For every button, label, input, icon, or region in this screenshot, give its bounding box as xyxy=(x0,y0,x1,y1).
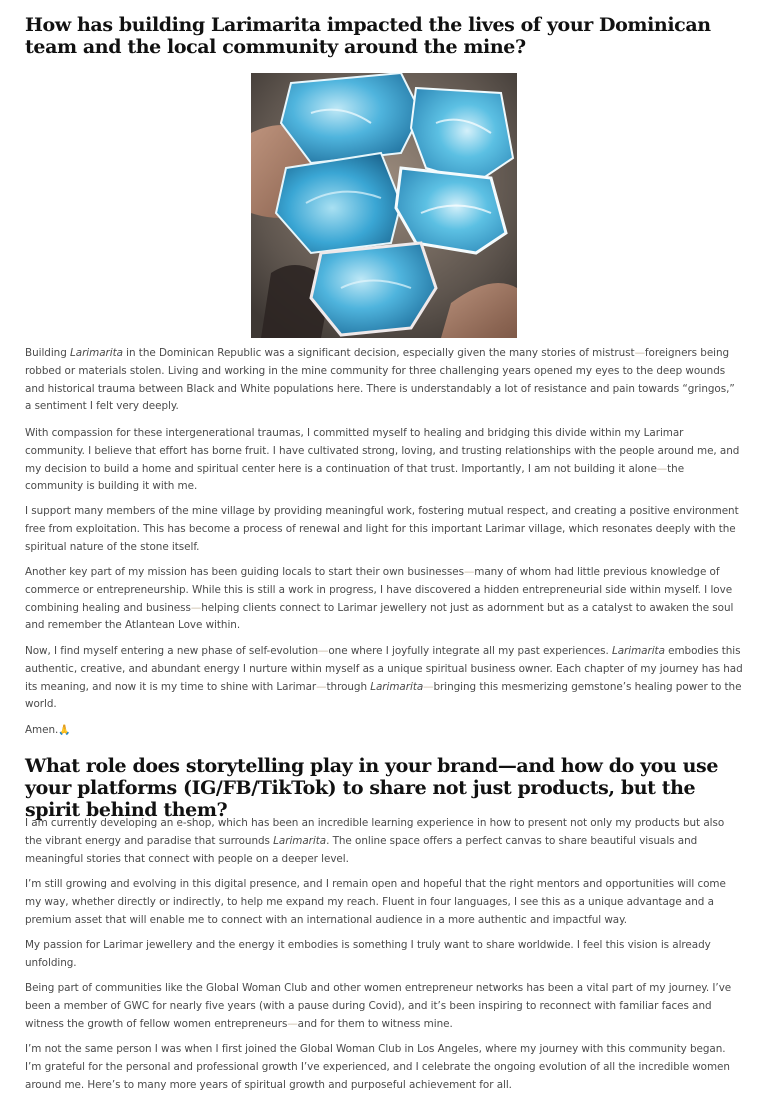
section-heading-storytelling: What role does storytelling play in your brand—and how do you use your platforms (IG/FB/TikTok) to share not just products, but the spirit behind them? xyxy=(25,755,719,821)
larimar-photo xyxy=(251,73,517,338)
paragraph: Being part of communities like the Global Woman Club and other women entrepreneur networks has been a vital part of my journey. I’ve been a member of GWC for nearly five years (with a pause during Covid), and it’s been inspiring to reconnect with familiar faces and witness the growth of fellow women entrepreneurs—and for them to witness mine. xyxy=(25,982,732,1030)
paragraph: I’m not the same person I was when I first joined the Global Woman Club in Los Angeles, where my journey with this community began. I’m grateful for the personal and professional growth I’ve experienced, and I celebrate the ongoing evolution of all the incredible women around me. Here’s to many more years of spiritual growth and purposeful achievement for all. xyxy=(25,1043,730,1091)
praying-hands-icon: 🙏 xyxy=(58,725,71,736)
paragraph: Building Larimarita in the Dominican Republic was a significant decision, especially given the many stories of mistrust—foreigners being robbed or materials stolen. Living and working in the mine community for three challenging years opened my eyes to the deep wounds and historical trauma between Black and White populations here. There is understandably a lot of resistance and pain towards “gringos,” a sentiment I felt very deeply. xyxy=(25,347,735,413)
paragraph: Another key part of my mission has been guiding locals to start their own businesses—many of whom had little previous knowledge of commerce or entrepreneurship. While this is still a work in progress, I have discovered a hidden entrepreneurial side within myself. I love combining healing and business—helping clients connect to Larimar jewellery not just as adornment but as a catalyst to awaken the soul and remember the Atlantean Love within. xyxy=(25,566,734,632)
section-heading-impact: How has building Larimarita impacted the lives of your Dominican team and the local community around the mine? xyxy=(25,14,711,58)
paragraph-amen: Amen.🙏 xyxy=(25,724,71,736)
larimar-stones-illustration xyxy=(251,73,517,338)
paragraph: I am currently developing an e-shop, which has been an incredible learning experience in how to present not only my products but also the vibrant energy and paradise that surrounds Larimarita. The online space offers a perfect canvas to share beautiful visuals and meaningful stories that connect with people on a deeper level. xyxy=(25,817,725,865)
paragraph: Now, I find myself entering a new phase of self-evolution—one where I joyfully integrate all my past experiences. Larimarita embodies this authentic, creative, and abundant energy I nurture within myself as a unique spiritual business owner. Each chapter of my journey has had its meaning, and now it is my time to shine with Larimar—through Larimarita—bringing this mesmerizing gemstone’s healing power to the world. xyxy=(25,645,743,711)
paragraph: I’m still growing and evolving in this digital presence, and I remain open and hopeful that the right mentors and opportunities will come my way, whether directly or indirectly, to help me expand my reach. Fluent in four languages, I see this as a unique advantage and a premium asset that will enable me to connect with an international audience in a more authentic and impactful way. xyxy=(25,878,726,926)
paragraph: I support many members of the mine village by providing meaningful work, fostering mutual respect, and creating a positive environment free from exploitation. This has become a process of renewal and light for this important Larimar village, which resonates deeply with the spiritual nature of the stone itself. xyxy=(25,505,739,553)
paragraph: My passion for Larimar jewellery and the energy it embodies is something I truly want to share worldwide. I feel this vision is already unfolding. xyxy=(25,939,711,969)
paragraph: With compassion for these intergenerational traumas, I committed myself to healing and bridging this divide within my Larimar community. I believe that effort has borne fruit. I have cultivated strong, loving, and trusting relationships with the people around me, and my decision to build a home and spiritual center here is a continuation of that trust. Importantly, I am not building it alone—the community is building it with me. xyxy=(25,427,740,493)
